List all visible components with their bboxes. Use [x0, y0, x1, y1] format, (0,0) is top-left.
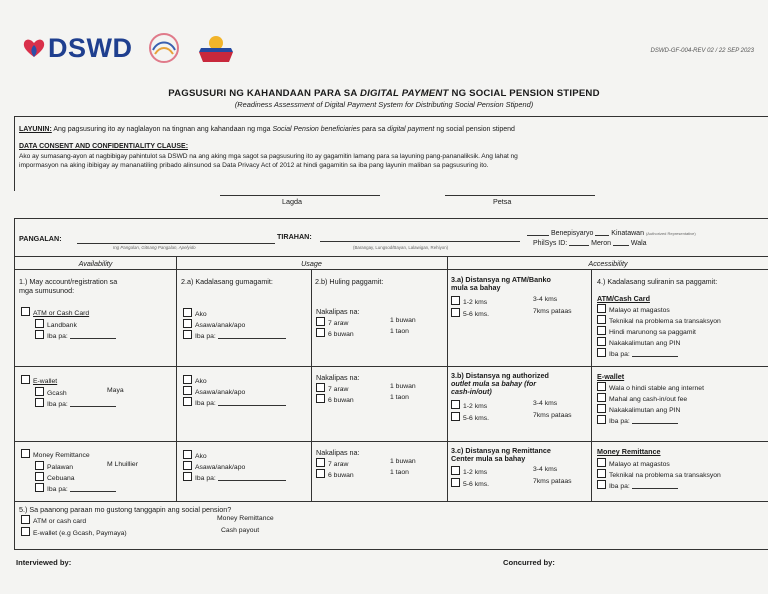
tirahan-label: TIRAHAN:: [277, 232, 312, 241]
atm-1buwan[interactable]: 1 buwan: [390, 317, 416, 324]
remit-option[interactable]: Money Remittance: [21, 449, 90, 459]
checkbox-icon: [597, 469, 606, 478]
ewallet-usage-other[interactable]: Iba pa:: [183, 397, 286, 407]
remit-dist-3-4[interactable]: 3-4 kms: [533, 466, 558, 473]
ewallet-7araw[interactable]: 7 araw: [316, 383, 348, 393]
atm-landbank[interactable]: Landbank: [35, 319, 77, 329]
header-logos: [22, 28, 237, 68]
checkbox-icon: [451, 478, 460, 487]
remit-cebuana[interactable]: Cebuana: [35, 472, 75, 482]
q2a-heading: 2.a) Kadalasang gumagamit:: [181, 277, 273, 286]
atm-q4-3[interactable]: Hindi marunong sa paggamit: [597, 326, 696, 336]
beneficiary-row: Benepisyaryo Kinatawan (Authorized Representative): [527, 230, 696, 237]
remit-nakalipas: Nakalipas na:: [316, 448, 360, 457]
purpose-consent-section: [14, 116, 768, 191]
atm-q4-5[interactable]: Iba pa:: [597, 348, 678, 358]
lagda-label: Lagda: [282, 197, 302, 206]
checkbox-icon: [597, 326, 606, 335]
checkbox-icon: [597, 393, 606, 402]
remit-usage-other[interactable]: Iba pa:: [183, 472, 286, 482]
q1-heading: 1.) May account/registration sa mga sumusunod:: [19, 277, 118, 295]
checkbox-icon: [183, 375, 192, 384]
checkbox-icon: [183, 397, 192, 406]
checkbox-icon: [183, 386, 192, 395]
assessment-table: [14, 218, 768, 550]
checkbox-icon: [451, 400, 460, 409]
flag-seal-logo: [195, 30, 237, 66]
checkbox-icon: [316, 469, 325, 478]
ewallet-other[interactable]: Iba pa:: [35, 398, 116, 408]
ewallet-dist-1-2[interactable]: 1-2 kms: [451, 400, 487, 410]
consent-line-2: impormasyon na aking ibibigay ay mananatiling pribado alinsunod sa Data Privacy Act of 2012 at hindi gagamitin sa iba pang layunin maliban sa pagsusuring ito.: [19, 162, 489, 169]
checkbox-icon: [183, 319, 192, 328]
ewallet-6buwan[interactable]: 6 buwan: [316, 394, 354, 404]
q3a-heading: 3.a) Distansya ng ATM/Banko mula sa bahay: [451, 275, 551, 292]
consent-line-1: Ako ay sumasang-ayon at nagbibigay pahintulot sa DSWD na ang aking mga sagot sa pagsusuring ito ay gagamitin lamang para sa layuning pang-pananaliksik. Ang lahat ng: [19, 153, 518, 160]
layunin-text: LAYUNIN: Ang pagsusuring ito ay naglalayon na tingnan ang kahandaan ng mga Social Pension beneficiaries para sa digital payment ng social pension stipend: [19, 126, 515, 133]
atm-dist-7[interactable]: 7kms pataas: [533, 308, 572, 315]
checkbox-icon: [35, 330, 44, 339]
ewallet-1taon[interactable]: 1 taon: [390, 394, 409, 401]
col-accessibility: Accessibility: [588, 259, 628, 268]
checkbox-icon: [451, 466, 460, 475]
remit-6buwan[interactable]: 6 buwan: [316, 469, 354, 479]
checkbox-icon: [35, 387, 44, 396]
checkbox-icon: [21, 527, 30, 536]
ewallet-maya[interactable]: Maya: [107, 387, 124, 394]
petsa-label: Petsa: [493, 197, 512, 206]
checkbox-icon: [183, 450, 192, 459]
checkbox-icon: [597, 337, 606, 346]
checkbox-icon: [597, 348, 606, 357]
atm-usage-ako[interactable]: Ako: [183, 308, 207, 318]
checkbox-icon: [183, 461, 192, 470]
remit-7araw[interactable]: 7 araw: [316, 458, 348, 468]
remit-mlhuillier[interactable]: M Lhuillier: [107, 461, 138, 468]
remit-q4-1[interactable]: Malayo at magastos: [597, 458, 670, 468]
checkbox-icon: [451, 308, 460, 317]
remit-usage-family[interactable]: Asawa/anak/apo: [183, 461, 245, 471]
philsys-row: PhilSys ID: Meron Wala: [533, 240, 647, 247]
q5-atm[interactable]: ATM or cash card: [21, 515, 86, 525]
pangalan-field[interactable]: [77, 243, 275, 244]
ewallet-gcash[interactable]: Gcash: [35, 387, 67, 397]
remit-1taon[interactable]: 1 taon: [390, 469, 409, 476]
q3c-heading: 3.c) Distansya ng Remittance Center mula sa bahay: [451, 446, 551, 463]
remit-q4-2[interactable]: Teknikal na problema sa transaksyon: [597, 469, 721, 479]
ewallet-usage-ako[interactable]: Ako: [183, 375, 207, 385]
signature-line[interactable]: [220, 195, 380, 196]
ewallet-1buwan[interactable]: 1 buwan: [390, 383, 416, 390]
tirahan-field[interactable]: [320, 241, 520, 242]
remit-1buwan[interactable]: 1 buwan: [390, 458, 416, 465]
pangalan-label: PANGALAN:: [19, 234, 62, 243]
checkbox-icon: [35, 461, 44, 470]
remit-dist-1-2[interactable]: 1-2 kms: [451, 466, 487, 476]
ewallet-q4-1[interactable]: Wala o hindi stable ang internet: [597, 382, 704, 392]
checkbox-icon: [316, 383, 325, 392]
q5-cash[interactable]: Cash payout: [221, 527, 260, 534]
checkbox-icon: [35, 472, 44, 481]
checkbox-icon: [21, 307, 30, 316]
document-code: DSWD-GF-004-REV 02 / 22 SEP 2023: [650, 48, 754, 54]
atm-option[interactable]: ATM or Cash Card: [21, 307, 89, 317]
atm-dist-5-6[interactable]: 5-6 kms.: [451, 308, 489, 318]
form-subtitle: (Readiness Assessment of Digital Payment System for Distributing Social Pension Stipend): [234, 100, 534, 109]
atm-q4-2[interactable]: Teknikal na problema sa transaksyon: [597, 315, 721, 325]
checkbox-icon: [597, 415, 606, 424]
checkbox-icon: [597, 480, 606, 489]
ewallet-option[interactable]: E-wallet: [21, 375, 57, 385]
atm-usage-family[interactable]: Asawa/anak/apo: [183, 319, 245, 329]
checkbox-icon: [597, 382, 606, 391]
checkbox-icon: [316, 394, 325, 403]
remit-q4-3[interactable]: Iba pa:: [597, 480, 678, 490]
atm-7araw[interactable]: 7 araw: [316, 317, 348, 327]
checkbox-icon: [35, 319, 44, 328]
q4-remit-title: Money Remittance: [597, 447, 661, 456]
atm-1taon[interactable]: 1 taon: [390, 328, 409, 335]
checkbox-icon: [21, 375, 30, 384]
checkbox-icon: [597, 304, 606, 313]
col-availability: Availability: [78, 259, 113, 268]
checkbox-icon: [21, 515, 30, 524]
ewallet-q4-4[interactable]: Iba pa:: [597, 415, 678, 425]
checkbox-icon: [451, 412, 460, 421]
checkbox-icon: [21, 449, 30, 458]
pangalan-hint: Ing Pangalan, Gitnang Pangalan, Apelyido: [113, 245, 196, 250]
q2b-heading: 2.b) Huling paggamit:: [315, 277, 384, 286]
col-usage: Usage: [301, 259, 322, 268]
dswd-logo-text: DSWD: [48, 32, 133, 63]
checkbox-icon: [597, 315, 606, 324]
ewallet-dist-7[interactable]: 7kms pataas: [533, 412, 572, 419]
form-title: PAGSUSURI NG KAHANDAAN PARA SA DIGITAL PAYMENT NG SOCIAL PENSION STIPEND: [168, 88, 600, 99]
ewallet-usage-family[interactable]: Asawa/anak/apo: [183, 386, 245, 396]
checkbox-icon: [597, 458, 606, 467]
atm-usage-other[interactable]: Iba pa:: [183, 330, 286, 340]
checkbox-icon: [183, 308, 192, 317]
ewallet-dist-3-4[interactable]: 3-4 kms: [533, 400, 558, 407]
dswd-logo: [22, 33, 133, 64]
ewallet-q4-3[interactable]: Nakakalimutan ang PIN: [597, 404, 680, 414]
heart-hands-icon: [22, 37, 46, 59]
atm-6buwan[interactable]: 6 buwan: [316, 328, 354, 338]
remit-dist-7[interactable]: 7kms pataas: [533, 478, 572, 485]
date-line[interactable]: [445, 195, 595, 196]
checkbox-icon: [316, 328, 325, 337]
interviewed-by-label: Interviewed by:: [16, 558, 72, 567]
checkbox-icon: [35, 483, 44, 492]
checkbox-icon: [183, 472, 192, 481]
q4-heading: 4.) Kadalasang suliranin sa paggamit:: [597, 277, 718, 286]
atm-q4-1[interactable]: Malayo at magastos: [597, 304, 670, 314]
remit-usage-ako[interactable]: Ako: [183, 450, 207, 460]
atm-other[interactable]: Iba pa:: [35, 330, 116, 340]
q4-atm-title: ATM/Cash Card: [597, 294, 650, 303]
q5-remittance[interactable]: Money Remittance: [217, 515, 274, 522]
checkbox-icon: [451, 296, 460, 305]
checkbox-icon: [316, 317, 325, 326]
q5-ewallet[interactable]: E-wallet (e.g Gcash, Paymaya): [21, 527, 127, 537]
checkbox-icon: [35, 398, 44, 407]
remit-palawan[interactable]: Palawan: [35, 461, 73, 471]
tirahan-hint: (Barangay, Lungsod/Bayan, Lalawigan, Rehiyon): [353, 245, 449, 250]
checkbox-icon: [316, 458, 325, 467]
q5-heading: 5.) Sa paanong paraan mo gustong tanggapin ang social pension?: [19, 505, 232, 514]
checkbox-icon: [183, 330, 192, 339]
bagong-pilipinas-logo: [143, 30, 185, 66]
atm-dist-3-4[interactable]: 3-4 kms: [533, 296, 558, 303]
remit-other[interactable]: Iba pa:: [35, 483, 116, 493]
atm-q4-4[interactable]: Nakakalimutan ang PIN: [597, 337, 680, 347]
checkbox-icon: [597, 404, 606, 413]
atm-dist-1-2[interactable]: 1-2 kms: [451, 296, 487, 306]
ewallet-q4-2[interactable]: Mahal ang cash-in/out fee: [597, 393, 687, 403]
atm-nakalipas: Nakalipas na:: [316, 307, 360, 316]
q4-ewallet-title: E-wallet: [597, 372, 625, 381]
consent-heading: DATA CONSENT AND CONFIDENTIALITY CLAUSE:: [19, 143, 189, 150]
remit-dist-5-6[interactable]: 5-6 kms.: [451, 478, 489, 488]
ewallet-nakalipas: Nakalipas na:: [316, 373, 360, 382]
concurred-by-label: Concurred by:: [503, 558, 555, 567]
q3b-heading: 3.b) Distansya ng authorized outlet mula sa bahay (for cash-in/out): [451, 371, 549, 396]
ewallet-dist-5-6[interactable]: 5-6 kms.: [451, 412, 489, 422]
